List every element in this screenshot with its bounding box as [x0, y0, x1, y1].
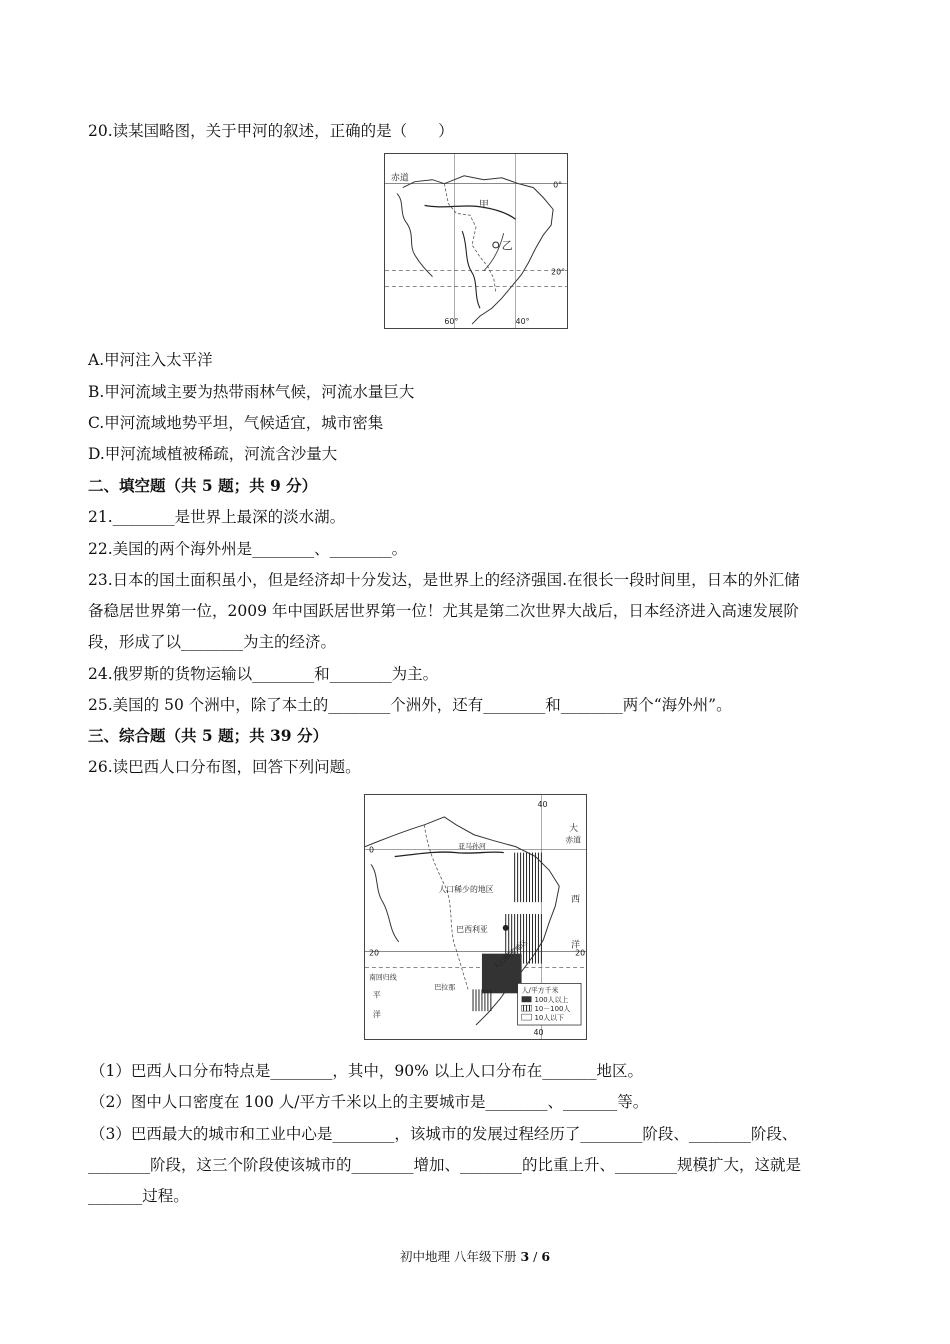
map2-label-tropic: 南回归线 — [368, 973, 397, 982]
question-24: 24.俄罗斯的货物运输以________和________为主。 — [88, 665, 439, 683]
brazil-population-map-svg — [365, 795, 586, 1039]
map-label-equator: 赤道 — [390, 173, 409, 184]
option-c: C.甲河流域地势平坦，气候适宜，城市密集 — [88, 414, 384, 432]
map2-label-20: 20 — [368, 948, 380, 958]
question-22: 22.美国的两个海外州是________、________。 — [88, 540, 408, 558]
map2-label-equator: 赤道 — [565, 835, 582, 845]
question-26-sub3-line1: （3）巴西最大的城市和工业中心是________，该城市的发展过程经历了________阶段、________阶段、 — [90, 1125, 798, 1143]
question-23-line3: 段，形成了以________为主的经济。 — [88, 633, 337, 651]
option-d: D.甲河流域植被稀疏，河流含沙量大 — [88, 445, 338, 463]
section-2-title: 二、填空题（共 5 题；共 9 分） — [88, 476, 318, 495]
map2-label-west: 西 — [571, 895, 581, 906]
option-b: B.甲河流域主要为热带雨林气候，河流水量巨大 — [88, 383, 415, 401]
brazil-population-map — [364, 794, 587, 1040]
map2-legend-title: 人/平方千米 — [521, 986, 559, 995]
question-20-stem: 20.读某国略图，关于甲河的叙述，正确的是（ ） — [88, 122, 454, 140]
question-26-sub1: （1）巴西人口分布特点是________，其中，90% 以上人口分布在_______地区。 — [90, 1062, 643, 1080]
map2-label-20-right: 20 — [575, 948, 586, 958]
map2-label-0: 0 — [368, 845, 374, 855]
map2-label-ocean: 洋 — [571, 940, 581, 951]
map2-label-dense: 人口稠密地区 — [491, 938, 529, 972]
map2-legend-item-3: 10人以下 — [534, 1014, 565, 1023]
footer-separator: / — [529, 1249, 542, 1264]
map-label-lon60: 60° — [444, 317, 459, 327]
question-23-line1: 23.日本的国土面积虽小，但是经济却十分发达，是世界上的经济强国.在很长一段时间里，日本的外汇储 — [88, 571, 800, 589]
map2-label-big: 大 — [569, 823, 579, 834]
map-label-lat20: 20° — [551, 267, 566, 277]
country-sketch-map-svg — [385, 154, 567, 328]
map2-label-paraguay: 巴拉那 — [434, 983, 456, 992]
question-21: 21.________是世界上最深的淡水湖。 — [88, 508, 346, 526]
map2-label-river: 亚马孙河 — [458, 842, 486, 851]
map2-label-ping: 平 — [372, 990, 381, 1000]
map-label-city-yi: 乙 — [501, 238, 513, 252]
section-3-title: 三、综合题（共 5 题；共 39 分） — [88, 726, 328, 745]
map2-legend-item-1: 100人以上 — [534, 996, 569, 1005]
map-label-lat0: 0° — [553, 180, 563, 190]
footer-page-total: 6 — [541, 1249, 551, 1264]
question-25: 25.美国的 50 个洲中，除了本土的________个洲外，还有________和________两个“海外州”。 — [88, 696, 732, 714]
map2-label-sparse: 人口稀少的地区 — [438, 885, 494, 895]
question-26-sub3-line3: _______过程。 — [88, 1187, 189, 1205]
footer-page-number: 3 — [520, 1249, 530, 1264]
question-26-stem: 26.读巴西人口分布图，回答下列问题。 — [88, 758, 361, 776]
map-label-river-jia: 甲 — [478, 199, 489, 211]
question-26-sub3-line2: ________阶段，这三个阶段使该城市的________增加、________的比重上升、________规模扩大，这就是 — [88, 1156, 802, 1174]
map-label-lon40: 40° — [515, 317, 530, 327]
option-a: A.甲河注入太平洋 — [88, 351, 213, 369]
footer-text: 初中地理 八年级下册 — [399, 1249, 521, 1264]
country-sketch-map — [384, 153, 568, 329]
question-23-line2: 备稳居世界第一位，2009 年中国跃居世界第一位！尤其是第二次世界大战后，日本经济进入高速发展阶 — [88, 602, 799, 620]
map2-label-40-bottom: 40 — [533, 1027, 544, 1037]
map2-label-yang: 洋 — [372, 1010, 381, 1020]
question-26-sub2: （2）图中人口密度在 100 人/平方千米以上的主要城市是________、_______等。 — [90, 1093, 649, 1111]
map2-label-brasilia: 巴西利亚 — [456, 924, 488, 934]
page-footer — [0, 1247, 950, 1265]
map2-label-40-top: 40 — [537, 799, 548, 809]
map2-legend-item-2: 10－100人 — [534, 1005, 571, 1014]
